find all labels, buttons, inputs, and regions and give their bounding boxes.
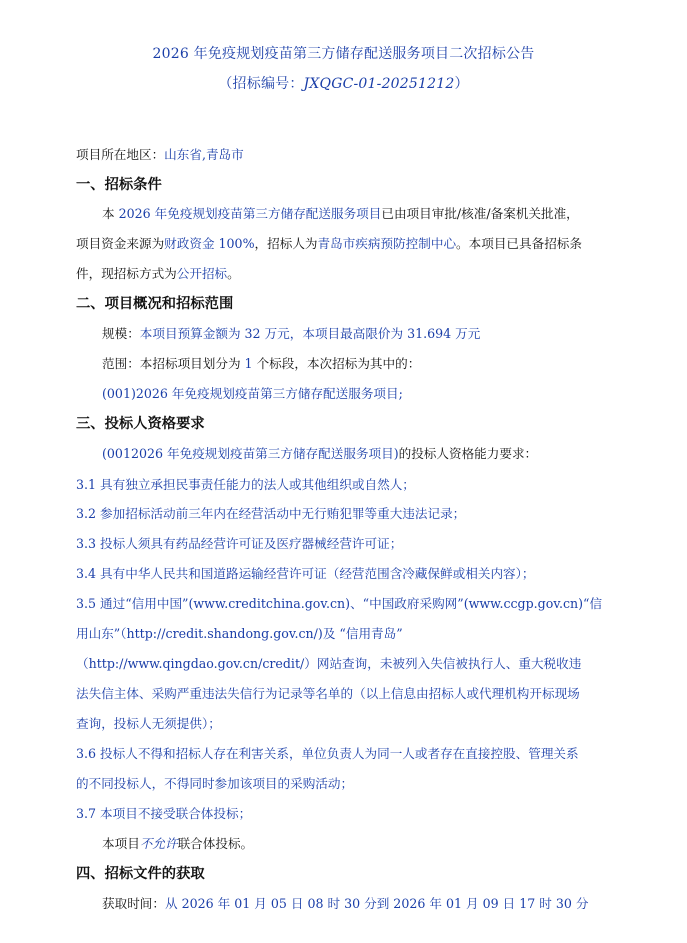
tender-method: 公开招标: [176, 266, 228, 281]
requirement-3-3: 3.3 投标人须具有药品经营许可证及医疗器械经营许可证；: [76, 536, 403, 551]
region-label: 项目所在地区：: [76, 147, 165, 162]
requirement-3-5-line-4: 法失信主体、采购严重违法失信行为记录等名单的（以上信息由招标人或代理机构开标现场: [76, 686, 580, 701]
document-title: 2026 年免疫规划疫苗第三方储存配送服务项目二次招标公告: [152, 46, 535, 62]
project-region: [76, 147, 244, 163]
qualification-intro: [102, 446, 537, 462]
requirement-3-1: 3.1 具有独立承担民事责任能力的法人或其他组织或自然人；: [76, 477, 415, 492]
joint-bid-value: 不允许: [139, 836, 178, 851]
requirement-3-6-line-1: 3.6 投标人不得和招标人存在利害关系，单位负责人为同一人或者存在直接控股、管理关系: [76, 746, 579, 761]
obtain-time: [102, 896, 588, 912]
tenderer-name: 青岛市疾病预防控制中心: [317, 236, 457, 251]
joint-bid-statement: [102, 836, 253, 852]
joint-bid-text: 联合体投标。: [177, 836, 254, 851]
conditions-text: ，招标人为: [254, 236, 318, 251]
tender-number-close: ）: [454, 76, 469, 92]
region-value: 山东省,青岛市: [164, 147, 244, 162]
conditions-text: 项目资金来源为: [76, 236, 165, 251]
requirement-3-7: 3.7 本项目不接受联合体投标；: [76, 806, 252, 821]
joint-bid-text: 本项目: [102, 836, 140, 851]
tender-number: [0, 76, 687, 92]
project-scale: [102, 326, 480, 342]
project-scope: [102, 356, 420, 372]
conditions-text: 。: [227, 266, 240, 281]
section-heading-tender-conditions: 一、招标条件: [76, 177, 162, 193]
conditions-text: 本: [102, 206, 119, 221]
scope-text: 个标段，本次招标为其中的：: [252, 356, 421, 371]
conditions-line-3: [76, 266, 240, 282]
lot-item: (001)2026 年免疫规划疫苗第三方储存配送服务项目;: [102, 386, 403, 401]
obtain-time-value: 从 2026 年 01 月 05 日 08 时 30 分到 2026 年 01 月 09 日 17 时 30 分: [164, 896, 589, 911]
requirement-3-5-line-1: 3.5 通过“信用中国”(www.creditchina.gov.cn)、“中国政府采购网”(www.ccgp.gov.cn)“信: [76, 596, 603, 611]
conditions-text: 。本项目已具备招标条: [456, 236, 582, 251]
qualification-lot: (0012026 年免疫规划疫苗第三方储存配送服务项目): [102, 446, 399, 461]
section-heading-qualifications: 三、投标人资格要求: [76, 416, 205, 432]
scale-value: 本项目预算金额为 32 万元，本项目最高限价为 31.694 万元: [139, 326, 481, 341]
scope-text: 范围：本招标项目划分为: [102, 356, 245, 371]
requirement-3-4: 3.4 具有中华人民共和国道路运输经营许可证（经营范围含冷藏保鲜或相关内容）；: [76, 566, 535, 581]
lot-count: 1: [244, 356, 253, 371]
requirement-3-5-line-2: 用山东”（http://credit.shandong.gov.cn/)及 “信用青岛”: [76, 626, 403, 641]
requirement-3-2: 3.2 参加招标活动前三年内在经营活动中无行贿犯罪等重大违法记录；: [76, 506, 466, 521]
section-heading-overview: 二、项目概况和招标范围: [76, 296, 234, 312]
conditions-text: 已由项目审批/核准/备案机关批准，: [381, 206, 579, 221]
requirement-3-5-line-3: （http://www.qingdao.gov.cn/credit/）网站查询，未被列入失信被执行人、重大税收违: [76, 656, 582, 671]
scale-label: 规模：: [102, 326, 140, 341]
conditions-text: 件，现招标方式为: [76, 266, 177, 281]
requirement-3-6-line-2: 的不同投标人，不得同时参加该项目的采购活动；: [76, 776, 354, 791]
requirement-3-5-line-5: 查询，投标人无须提供）；: [76, 716, 221, 731]
qualification-intro-text: 的投标人资格能力要求：: [398, 446, 538, 461]
obtain-time-label: 获取时间：: [102, 896, 165, 911]
project-name: 2026 年免疫规划疫苗第三方储存配送服务项目: [118, 206, 382, 221]
tender-number-value: JXQGC-01-20251212: [303, 76, 455, 92]
conditions-line-1: [102, 206, 579, 222]
fund-source: 财政资金 100%: [164, 236, 255, 251]
tender-number-label: （招标编号：: [218, 76, 304, 92]
conditions-line-2: [76, 236, 582, 252]
section-heading-obtain-documents: 四、招标文件的获取: [76, 866, 205, 882]
